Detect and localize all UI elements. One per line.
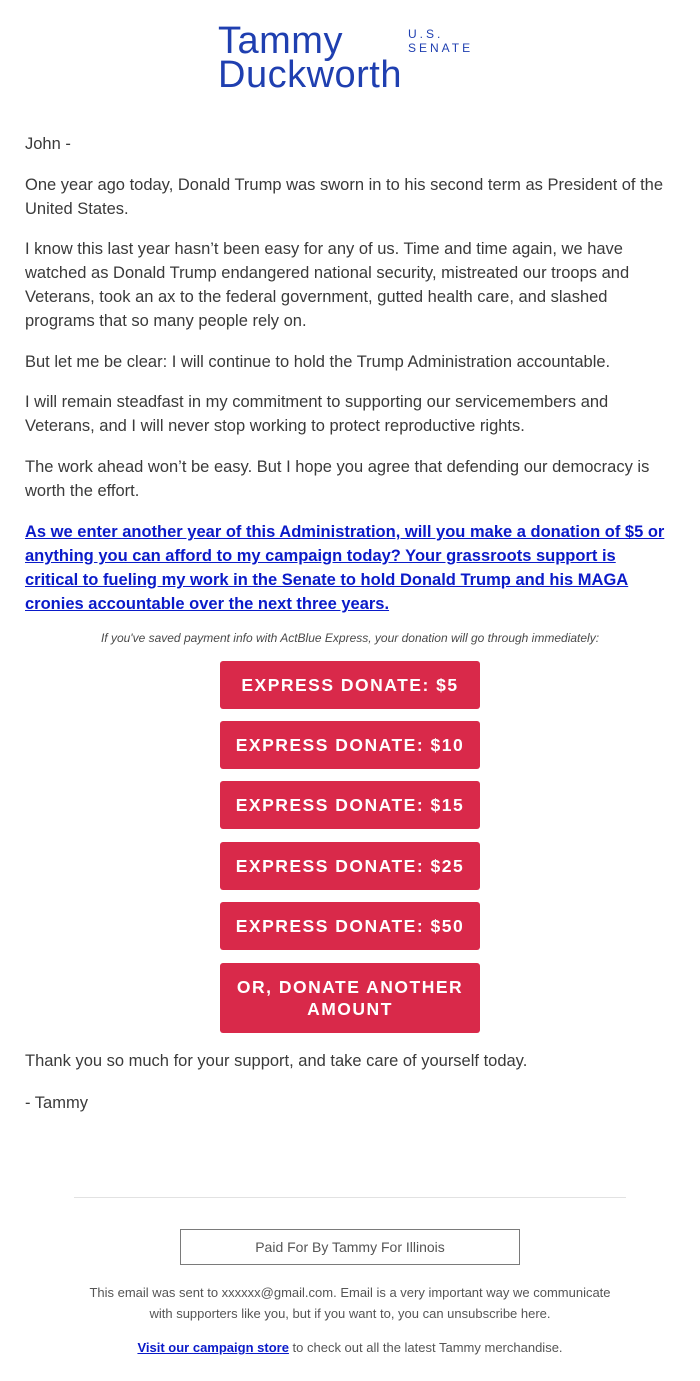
express-donate-15-button[interactable]: EXPRESS DONATE: $15: [220, 781, 480, 829]
express-donate-25-button[interactable]: EXPRESS DONATE: $25: [220, 842, 480, 890]
store-line-text: to check out all the latest Tammy merchandise.: [288, 1340, 563, 1355]
paragraph-3: But let me be clear: I will continue to hold the Trump Administration accountable.: [25, 353, 611, 371]
greeting: John -: [25, 135, 71, 153]
paragraph-2: I know this last year hasn’t been easy for any of us. Time and time again, we have watched as Donald Trump endangered national security, mistreated our troops and Veterans, took an ax to the federal government, gutted health care, and slashed programs that so many people rely on.: [25, 240, 630, 330]
donate-other-amount-button[interactable]: OR, DONATE ANOTHER AMOUNT: [220, 963, 480, 1033]
express-donate-50-button[interactable]: EXPRESS DONATE: $50: [220, 902, 480, 950]
actblue-express-note: If you've saved payment info with ActBlue Express, your donation will go through immediately:: [100, 631, 600, 645]
paragraph-1: One year ago today, Donald Trump was sworn in to his second term as President of the United States.: [25, 176, 664, 218]
logo-senate: SENATE: [408, 41, 474, 55]
footer-notice: This email was sent to xxxxxx@gmail.com. Email is a very important way we communicate with supporters like you, but if you want to, you can unsubscribe here.: [89, 1285, 611, 1321]
paragraph-5: The work ahead won’t be easy. But I hope you agree that defending our democracy is worth the effort.: [25, 458, 650, 500]
express-donate-10-button[interactable]: EXPRESS DONATE: $10: [220, 721, 480, 769]
logo-us: U.S.: [408, 27, 444, 41]
campaign-logo: [0, 22, 700, 94]
paid-for-disclaimer: Paid For By Tammy For Illinois: [180, 1229, 520, 1265]
footer-divider: [74, 1197, 626, 1198]
closing-line: Thank you so much for your support, and take care of yourself today.: [25, 1052, 528, 1070]
signature: - Tammy: [25, 1094, 88, 1112]
paragraph-4: I will remain steadfast in my commitment to supporting our servicemembers and Veterans, and I will never stop working to protect reproductive rights.: [25, 393, 609, 435]
footer-store-line: [0, 1338, 700, 1358]
logo-name-first: Tammy: [218, 20, 343, 62]
express-donate-5-button[interactable]: EXPRESS DONATE: $5: [220, 661, 480, 709]
logo-name-last: Duckworth: [218, 54, 402, 96]
campaign-store-link[interactable]: Visit our campaign store: [137, 1340, 289, 1355]
donation-cta-link[interactable]: As we enter another year of this Administration, will you make a donation of $5 or anything you can afford to my campaign today? Your grassroots support is critical to fueling my work in the Senate to hold Donald Trump and his MAGA cronies accountable over the next three years.: [25, 523, 665, 613]
